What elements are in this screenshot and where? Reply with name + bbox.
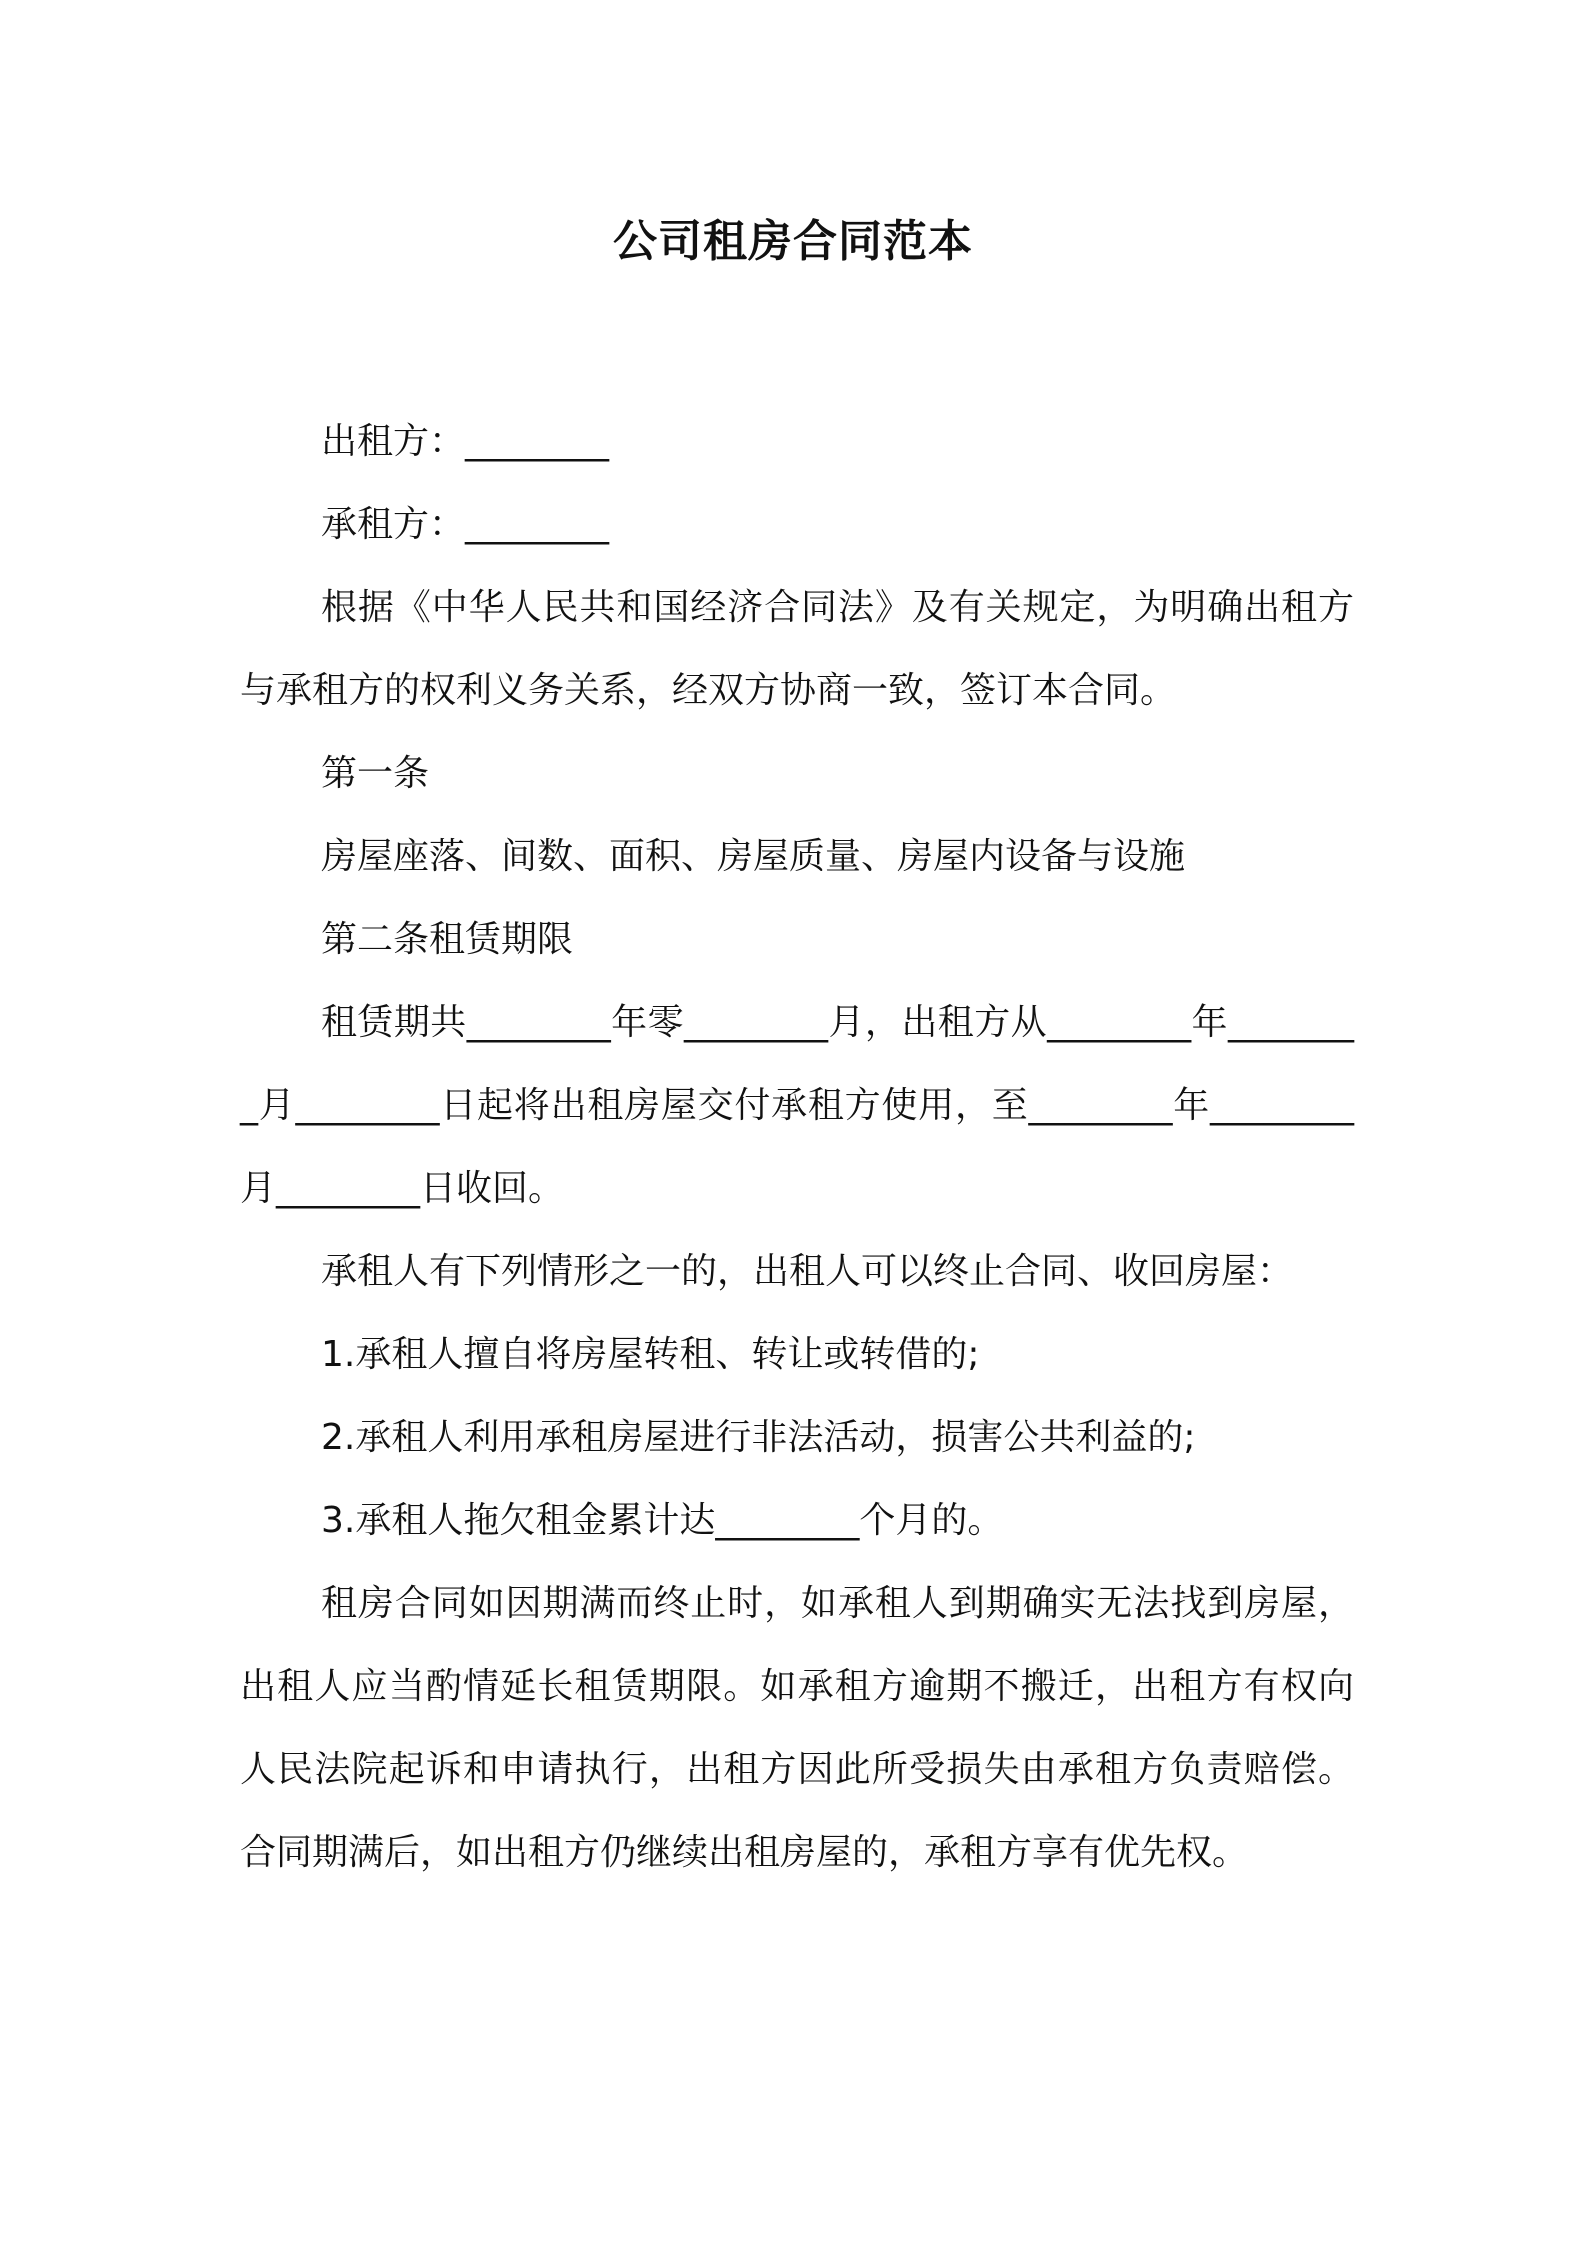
lessee-line: 承租方：________ (321, 504, 610, 545)
article-two-heading: 第二条租赁期限 (321, 919, 574, 960)
termination-intro: 承租人有下列情形之一的，出租人可以终止合同、收回房屋： (321, 1251, 1294, 1292)
document-body (240, 400, 1354, 1894)
document-title: 公司租房合同范本 (613, 216, 973, 267)
preamble-paragraph: 根据《中华人民共和国经济合同法》及有关规定，为明确出租方与承租方的权利义务关系，经双方协商一致，签订本合同。 (240, 587, 1354, 711)
article-one-content: 房屋座落、间数、面积、房屋质量、房屋内设备与设施 (321, 836, 1186, 877)
expiry-paragraph: 租房合同如因期满而终止时，如承租人到期确实无法找到房屋，出租人应当酌情延长租赁期限。如承租方逾期不搬迁，出租方有权向人民法院起诉和申请执行，出租方因此所受损失由承租方负责赔偿。合同期满后，如出租方仍继续出租房屋的，承租方享有优先权。 (240, 1583, 1354, 1873)
termination-item-1: 1.承租人擅自将房屋转租、转让或转借的; (321, 1334, 980, 1375)
termination-item-2: 2.承租人利用承租房屋进行非法活动，损害公共利益的; (321, 1417, 1196, 1458)
lease-term-paragraph: 租赁期共________年零________月，出租方从________年________月________日起将出租房屋交付承租方使用，至________年________月________日收回。 (240, 1002, 1354, 1209)
article-one-heading: 第一条 (321, 753, 430, 794)
termination-item-3: 3.承租人拖欠租金累计达________个月的。 (321, 1500, 1004, 1541)
lessor-line: 出租方：________ (321, 421, 610, 462)
